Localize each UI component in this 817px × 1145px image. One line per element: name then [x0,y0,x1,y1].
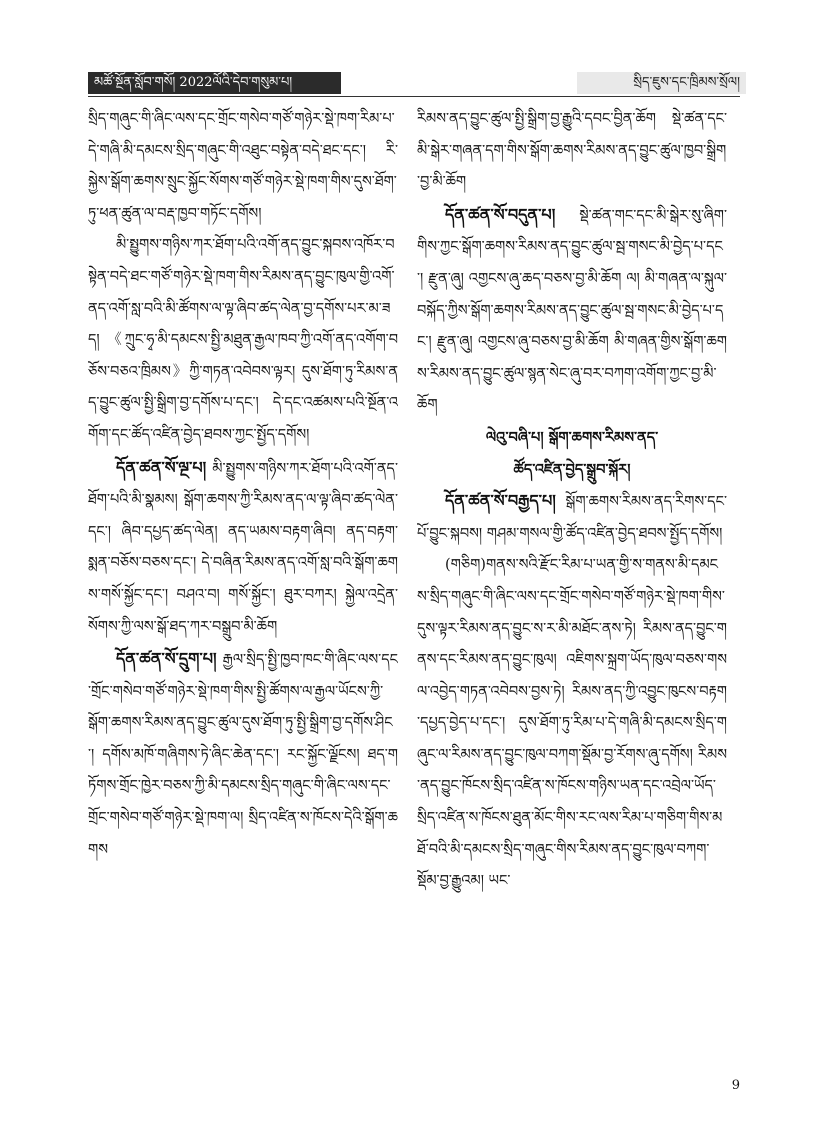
chapter-heading: ལེའུ་བཞི་པ། སྒོག་ཆགས་རིམས་ནད་ [485,428,659,446]
article-paragraph [88,452,398,644]
paragraph: མི་སྤྱུགས་གཉིས་ཀར་ཐོག་པའི་འགོ་ནད་བྱུང་སྐབས་འཁོར་བསྟེན་བདེ་ཐང་གཙོ་གཉེར་སྡེ་ཁག་གིས་རིམས་ནད་བྱུང་ཁུལ་གྱི་འགོ་ནད་འགོ་སླ་བའི་མི་ཚོགས་ལ་ལྟ་ཞིབ་ཚད་ལེན་བྱ་དགོས་པར་མ་ཟད། 《ཀྲུང་ཧྭ་མི་དམངས་སྤྱི་མཐུན་རྒྱལ་ཁབ་ཀྱི་འགོ་ནད་འགོག་བཅོས་བཅའ་ཁྲིམས》ཀྱི་གཏན་འབེབས་ལྟར། དུས་ཐོག་ཏུ་རིམས་ནད་བྱུང་ཚུལ་སྤྱི་སྒྲིག་བྱ་དགོས་པ་དང་། དེ་དང་འཚམས་པའི་སྔོན་འགོག་དང་ཚོད་འཛིན་བྱེད་ཐབས་ཀྱང་སྤྱོད་དགོས། [88,237,398,443]
article-paragraph [417,199,727,422]
article-heading: དོན་ཚན་སོ་བདུན་པ། [445,204,556,224]
article-paragraph [417,485,727,550]
article-heading: དོན་ཚན་སོ་དྲུག་པ། [116,649,217,669]
article-heading: དོན་ཚན་སོ་ལྔ་པ། [116,457,207,477]
page-number: 9 [731,1078,740,1093]
article-body: སྒོག་ཆགས་རིམས་ནད་རིགས་དང་པོ་བྱུང་སྐབས། གཤམ་གསལ་གྱི་ཚོད་འཛིན་བྱེད་ཐབས་སྤྱོད་དགོས། [417,494,727,542]
journal-header [88,72,341,94]
paragraph: སྲིད་གཞུང་གི་ཞིང་ལས་དང་གྲོང་གསེབ་གཙོ་གཉེར་སྡེ་ཁག་རིམ་པ་དེ་གཞི་མི་དམངས་སྲིད་གཞུང་གི་འཐུང་བསྟེན་བདེ་ཐང་དང་། རི་སྐྱེས་སྒོག་ཆགས་སྲུང་སྐྱོང་སོགས་གཙོ་གཉེར་སྡེ་ཁག་གིས་དུས་ཐོག་ཏུ་ཕན་ཚུན་ལ་བརྡ་ཁྱབ་གཏོང་དགོས། [88,111,398,222]
article-paragraph [88,643,398,866]
section-title: སྲིད་ཇུས་དང་ཁྲིམས་སྲོལ། [633,75,740,90]
article-heading: དོན་ཚན་སོ་བརྒྱད་པ། [445,491,556,511]
chapter-title: ཚོད་འཛིན་བྱེད་སྒྲུབ་སྐོར། [513,460,631,478]
right-column [417,104,727,1059]
article-body: སྡེ་ཚན་གང་དང་མི་སྒེར་སུ་ཞིག་གིས་ཀྱང་སྒོག་ཆགས་རིམས་ནད་བྱུང་ཚུལ་སྦ་གསང་མི་བྱེད་པ་དང་། རྫུན་ཞུ། འགྱངས་ཞུ་ཆད་བཅས་བྱ་མི་ཆོག ལ། མི་གཞན་ལ་སྐུལ་བསྐོད་ཀྱིས་སྒོག་ཆགས་རིམས་ནད་བྱུང་ཚུལ་སྦ་གསང་མི་བྱེད་པ་དང་། རྫུན་ཞུ། འགྱངས་ཞུ་བཅས་བྱ་མི་ཆོག མི་གཞན་གྱིས་སྒོག་ཆགས་རིམས་ནད་བྱུང་ཚུལ་སྙན་སེང་ཞུ་བར་བཀག་འགོག་ཀྱང་བྱ་མི་ཆོག [417,207,727,414]
journal-title: མཚོ་སྔོན་སློབ་གསོ། 2022ལོའི་དེབ་གསུམ་པ། [94,75,293,90]
article-body: མི་སྤྱུགས་གཉིས་ཀར་ཐོག་པའི་འགོ་ནད་ཐོག་པའི་མི་སྣམས། སྒོག་ཆགས་ཀྱི་རིམས་ནད་ལ་ལྟ་ཞིབ་ཚད་ལེན་དང་། ཞིབ་དཔྱད་ཚད་ལེན། ནད་ཡམས་བརྟག་ཞིབ། ནད་བརྟག་སྨན་བཅོས་བཅས་དང་། དེ་བཞིན་རིམས་ནད་འགོ་སླ་བའི་སྒོག་ཆགས་གསོ་སྐྱོང་དང་། བཤའ་བ། གསོ་སྐྱོང་། ཐུར་བཀར། སྐྱེལ་འདྲེན་སོགས་ཀྱི་ལས་སྒོ་ཐད་ཀར་བསྒྲུབ་མི་ཆོག [88,460,398,635]
paragraph: རིམས་ནད་བྱུང་ཚུལ་སྤྱི་སྒྲིག་བྱ་རྒྱུའི་དབང་བྱིན་ཆོག སྡེ་ཚན་དང་མི་སྒེར་གཞན་དག་གིས་སྒོག་ཆགས་རིམས་ནད་བྱུང་ཚུལ་ཁྱབ་སྒྲིག་བྱ་མི་ཆོག [417,111,727,191]
section-header [577,72,746,94]
article-body: རྒྱལ་སྲིད་སྤྱི་ཁྱབ་ཁང་གི་ཞིང་ལས་དང་གྲོང་གསེབ་གཙོ་གཉེར་སྡེ་ཁག་གིས་སྤྱི་ཚོགས་ལ་རྒྱལ་ཡོངས་ཀྱི་སྒོག་ཆགས་རིམས་ནད་བྱུང་ཚུལ་དུས་ཐོག་ཏུ་སྤྱི་སྒྲིག་བྱ་དགོས་ཤིང་། དགོས་མཁོ་གཞིགས་ཏེ་ཞིང་ཆེན་དང་། རང་སྐྱོང་ལྗོངས། ཐད་གཏོགས་གྲོང་ཁྱེར་བཅས་ཀྱི་མི་དམངས་སྲིད་གཞུང་གི་ཞིང་ལས་དང་གྲོང་གསེབ་གཙོ་གཉེར་སྡེ་ཁག་ལ། སྲིད་འཛིན་ས་ཁོངས་དེའི་སྒོག་ཆགས [88,652,398,858]
header-rule [88,96,740,97]
paragraph: (གཅིག)གནས་སའི་རྫོང་རིམ་པ་ཡན་གྱི་ས་གནས་མི་དམངས་སྲིད་གཞུང་གི་ཞིང་ལས་དང་གྲོང་གསེབ་གཙོ་གཉེར་སྡེ་ཁག་གིས་དུས་ལྟར་རིམས་ནད་བྱུང་ས་ར་མི་མཐོང་ནས་ཏེ། རིམས་ནད་བྱུང་གནས་དང་རིམས་ནད་བྱུང་ཁུལ། འཇིགས་སྐྲག་ཡོད་ཁུལ་བཅས་གསལ་འབྱེད་གཏན་འབེབས་བྱས་ཏེ། རིམས་ནད་ཀྱི་འབྱུང་ཁུངས་བརྟག་དཔྱད་བྱེད་པ་དང་། དུས་ཐོག་ཏུ་རིམ་པ་དེ་གཞི་མི་དམངས་སྲིད་གཞུང་ལ་རིམས་ནད་བྱུང་ཁུལ་བཀག་སྡོམ་བྱ་རོགས་ཞུ་དགོས། རིམས་ནད་བྱུང་ཁོངས་སྲིད་འཛིན་ས་ཁོངས་གཉིས་ཡན་དང་འབྲེལ་ཡོད་སྲིད་འཛིན་ས་ཁོངས་ཐུན་མོང་གིས་རང་ལས་རིམ་པ་གཅིག་གིས་མཐོ་བའི་མི་དམངས་སྲིད་གཞུང་གིས་རིམས་ནད་བྱུང་ཁུལ་བཀག་སྡོམ་བྱ་རྒྱུའམ། ཡང་ [417,557,727,890]
left-column [88,104,398,1059]
